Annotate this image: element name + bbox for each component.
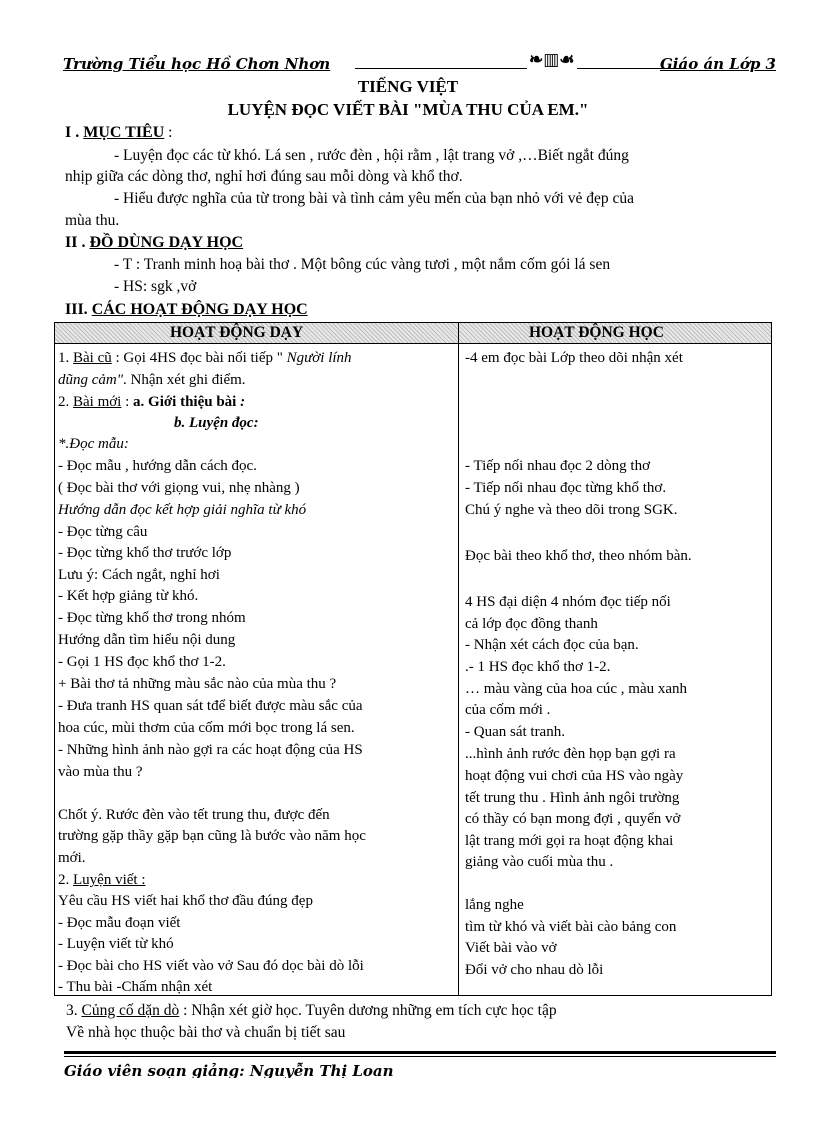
- student-activity-line: 4 HS đại diện 4 nhóm đọc tiếp nối: [465, 594, 671, 610]
- lesson-title: LUYỆN ĐỌC VIẾT BÀI "MÙA THU CỦA EM.": [227, 100, 589, 119]
- student-activity-line: tìm từ khó và viết bài cào bảng con: [465, 919, 677, 935]
- student-activity-line: Đọc bài theo khổ thơ, theo nhóm bàn.: [465, 548, 692, 564]
- column-header-teaching: HOẠT ĐỘNG DẠY: [170, 324, 304, 341]
- teacher-activity-line: 2. Luyện viết :: [58, 872, 146, 888]
- objective-line: mùa thu.: [65, 212, 120, 229]
- teacher-activity-line: 2. Bài mới : a. Giới thiệu bài :: [58, 394, 246, 410]
- student-activity-line: Chú ý nghe và theo dõi trong SGK.: [465, 502, 678, 518]
- objective-line: nhịp giữa các dòng thơ, nghỉ hơi đúng sau mỗi dòng và khổ thơ.: [65, 168, 463, 185]
- footer-rule-thick: [64, 1051, 776, 1054]
- teacher-activity-line: - Kết hợp giảng từ khó.: [58, 588, 199, 604]
- section-activities-heading: III. CÁC HOẠT ĐỘNG DẠY HỌC: [65, 301, 308, 318]
- teacher-activity-line: Yêu cầu HS viết hai khổ thơ đầu đúng đẹp: [58, 893, 313, 909]
- teacher-activity-line: dũng cảm". Nhận xét ghi điểm.: [58, 372, 246, 388]
- teacher-activity-line: - Luyện viết từ khó: [58, 936, 174, 952]
- closing-line: 3. Củng cố dặn dò : Nhận xét giờ học. Tuyên dương những em tích cực học tập: [66, 1002, 557, 1019]
- teacher-signature: Giáo viên soạn giảng: Nguyễn Thị Loan: [64, 1062, 394, 1078]
- footer-rule-thin: [64, 1056, 776, 1057]
- table-header: [55, 323, 771, 344]
- teacher-activity-line: *.Đọc mẫu:: [58, 436, 129, 452]
- activities-table: [54, 322, 772, 996]
- teacher-activity-line: 1. Bài cũ : Gọi 4HS đọc bài nối tiếp " Người lính: [58, 350, 352, 366]
- student-activity-line: Viết bài vào vở: [465, 940, 557, 956]
- section-objectives-heading: I . MỤC TIÊU :: [65, 124, 173, 141]
- teacher-activity-line: + Bài thơ tả những màu sắc nào của mùa thu ?: [58, 676, 337, 692]
- teacher-activity-line: Hướng dẫn đọc kết hợp giải nghĩa từ khó: [58, 502, 307, 518]
- teacher-activity-line: Chốt ý. Rước đèn vào tết trung thu, được đến: [58, 807, 330, 823]
- column-header-learning: HOẠT ĐỘNG HỌC: [529, 324, 664, 341]
- student-activity-line: có thầy có bạn mong đợi , quyển vở: [465, 811, 681, 827]
- student-activity-line: .- 1 HS đọc khổ thơ 1-2.: [465, 659, 611, 675]
- teacher-activity-line: Hướng dẫn tìm hiểu nội dung: [58, 632, 236, 648]
- student-activity-line: - Tiếp nối nhau đọc từng khổ thơ.: [465, 480, 667, 496]
- teacher-activity-line: - Những hình ảnh nào gợi ra các hoạt động của HS: [58, 742, 363, 758]
- student-activity-line: - Tiếp nối nhau đọc 2 dòng thơ: [465, 458, 651, 474]
- student-activity-line: -4 em đọc bài Lớp theo dõi nhận xét: [465, 350, 683, 366]
- teacher-activity-line: - Đọc từng khổ thơ trong nhóm: [58, 610, 246, 626]
- grade-label: Giáo án Lớp 3: [659, 55, 776, 73]
- materials-line: - HS: sgk ,vở: [114, 278, 197, 295]
- closing-line: Về nhà học thuộc bài thơ và chuẩn bị tiết sau: [66, 1024, 346, 1041]
- student-activity-line: lắng nghe: [465, 897, 524, 913]
- student-activity-line: cả lớp đọc đồng thanh: [465, 616, 598, 632]
- teacher-activity-line: - Đưa tranh HS quan sát tđể biết được màu sắc của: [58, 698, 363, 714]
- book-ornament-icon: ❧▥☙: [529, 50, 575, 70]
- teacher-activity-line: Lưu ý: Cách ngắt, nghỉ hơi: [58, 567, 220, 583]
- teacher-activity-line: - Đọc mẫu đoạn viết: [58, 915, 181, 931]
- student-activity-line: … màu vàng của hoa cúc , màu xanh: [465, 681, 688, 697]
- school-name: Trường Tiểu học Hồ Chơn Nhơn: [63, 55, 331, 73]
- page-header: [63, 52, 776, 76]
- student-activity-line: hoạt động vui chơi của HS vào ngày: [465, 768, 684, 784]
- student-activity-line: tết trung thu . Hình ảnh ngôi trường: [465, 790, 680, 806]
- teacher-activity-line: ( Đọc bài thơ với giọng vui, nhẹ nhàng ): [58, 480, 300, 496]
- student-activity-line: Đổi vở cho nhau dò lỗi: [465, 962, 604, 978]
- teacher-activity-line: trường gặp thầy gặp bạn cũng là bước vào năm học: [58, 828, 366, 844]
- objective-line: - Hiểu được nghĩa của từ trong bài và tình cảm yêu mến của bạn nhỏ với vẻ đẹp của: [114, 190, 634, 207]
- teacher-activity-line: vào mùa thu ?: [58, 764, 143, 780]
- student-activity-line: - Nhận xét cách đọc của bạn.: [465, 637, 639, 653]
- student-activity-line: của cốm mới .: [465, 702, 551, 718]
- column-divider: [458, 323, 459, 995]
- student-activity-line: - Quan sát tranh.: [465, 724, 565, 740]
- student-activity-line: giảng vào cuối mùa thu .: [465, 854, 614, 870]
- teacher-activity-line: - Gọi 1 HS đọc khổ thơ 1-2.: [58, 654, 226, 670]
- teacher-activity-line: hoa cúc, mùi thơm của cốm mới bọc trong lá sen.: [58, 720, 355, 736]
- subject-title: TIẾNG VIỆT: [357, 77, 459, 96]
- teacher-activity-line: b. Luyện đọc:: [174, 415, 259, 431]
- objective-line: - Luyện đọc các từ khó. Lá sen , rước đèn , hội rằm , lật trang vở ,…Biết ngắt đúng: [114, 147, 629, 164]
- teacher-activity-line: - Đọc từng khổ thơ trước lớp: [58, 545, 232, 561]
- teacher-activity-line: - Đọc bài cho HS viết vào vở Sau đó dọc bài dò lỗi: [58, 958, 364, 974]
- teacher-activity-line: mới.: [58, 850, 86, 866]
- section-materials-heading: II . ĐỒ DÙNG DẠY HỌC: [65, 234, 244, 251]
- student-activity-line: ...hình ảnh rước đèn họp bạn gợi ra: [465, 746, 676, 762]
- materials-line: - T : Tranh minh hoạ bài thơ . Một bông cúc vàng tươi , một nắm cốm gói lá sen: [114, 256, 611, 273]
- header-rule: [355, 68, 684, 69]
- teacher-activity-line: - Đọc mẫu , hướng dẫn cách đọc.: [58, 458, 257, 474]
- teacher-activity-line: - Đọc từng câu: [58, 524, 148, 540]
- teacher-activity-line: - Thu bài -Chấm nhận xét: [58, 979, 213, 995]
- student-activity-line: lật trang mới gọi ra hoạt động khai: [465, 833, 674, 849]
